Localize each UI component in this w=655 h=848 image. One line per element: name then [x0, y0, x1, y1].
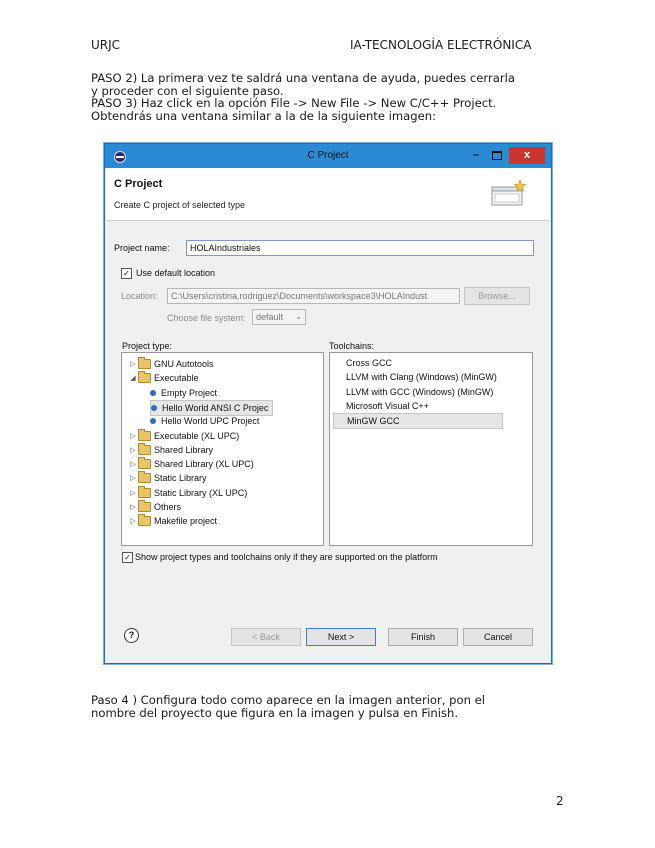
outro-paragraph [91, 694, 565, 719]
project-type-label-text: Hello World ANSI C Projec [162, 402, 269, 413]
file-system-value: default [256, 312, 284, 322]
toolchain-label-text: MinGW GCC [347, 416, 400, 427]
folder-icon [138, 359, 151, 369]
collapsed-arrow-icon[interactable]: ▷ [130, 361, 136, 368]
project-type-label-text: Executable [154, 373, 199, 384]
location-input[interactable]: C:\Users\cristina.rodriguez\Documents\workspace3\HOLAIndust [167, 288, 460, 304]
collapsed-arrow-icon[interactable]: ▷ [130, 504, 136, 511]
browse-button[interactable]: Browse... [464, 287, 530, 305]
minimize-button[interactable]: – [472, 149, 480, 161]
project-type-label-text: Hello World UPC Project [161, 416, 260, 427]
project-type-label: Project type: [122, 341, 173, 351]
file-system-select[interactable] [252, 309, 306, 325]
window-title: C Project [307, 150, 349, 161]
show-supported-label: Show project types and toolchains only if they are supported on the platform [135, 552, 438, 562]
finish-button[interactable]: Finish [388, 628, 458, 646]
folder-icon [138, 431, 151, 441]
project-type-item[interactable] [150, 414, 259, 428]
collapsed-arrow-icon[interactable]: ▷ [130, 446, 136, 454]
folder-icon [138, 473, 151, 483]
project-type-label-text: Shared Library [154, 444, 214, 455]
page-number: 2 [556, 794, 564, 808]
project-name-label: Project name: [114, 243, 170, 253]
project-type-item[interactable] [128, 443, 213, 457]
wizard-banner [106, 168, 550, 221]
maximize-button[interactable] [488, 147, 506, 164]
project-type-label-text: GNU Autotools [154, 359, 214, 369]
project-type-item[interactable] [128, 471, 207, 485]
toolchains-list[interactable] [329, 352, 533, 546]
folder-icon [138, 459, 151, 469]
toolchains-label: Toolchains: [329, 341, 375, 351]
collapsed-arrow-icon[interactable]: ▷ [130, 489, 136, 497]
project-type-label-text: Empty Project [161, 387, 218, 398]
toolchain-label-text: LLVM with GCC (Windows) (MinGW) [346, 386, 494, 397]
outro-line-1: Paso 4 ) Configura todo como aparece en la imagen anterior, pon el [91, 693, 486, 707]
banner-subtitle: Create C project of selected type [114, 200, 246, 210]
use-default-location-checkbox[interactable]: ✓ [121, 268, 132, 279]
toolchain-item[interactable] [346, 399, 429, 413]
back-button[interactable]: < Back [231, 628, 301, 646]
help-icon[interactable]: ? [124, 628, 139, 643]
chevron-down-icon: ⌄ [295, 312, 302, 321]
project-type-item[interactable] [128, 500, 181, 514]
collapsed-arrow-icon[interactable]: ▷ [130, 432, 136, 440]
intro-line-1: PASO 2) La primera vez te saldrá una ventana de ayuda, puedes cerrarla [91, 71, 515, 85]
intro-line-4: Obtendrás una ventana similar a la de la siguiente imagen: [91, 108, 437, 123]
project-type-label-text: Shared Library (XL UPC) [154, 459, 254, 470]
folder-icon [138, 516, 151, 526]
new-project-wizard-icon [490, 178, 528, 208]
title-bar[interactable] [105, 144, 551, 168]
toolchain-item[interactable] [333, 413, 503, 429]
header-left: URJC [91, 38, 121, 52]
project-type-label-text: Makefile project [154, 516, 218, 527]
cancel-button[interactable]: Cancel [463, 628, 533, 646]
intro-paragraph [91, 72, 565, 122]
toolchain-item[interactable] [346, 356, 392, 370]
toolchain-label-text: Microsoft Visual C++ [346, 400, 429, 411]
project-type-item[interactable] [128, 514, 217, 528]
project-type-label-text: Static Library (XL UPC) [154, 487, 248, 498]
show-supported-checkbox[interactable]: ✓ [122, 552, 133, 563]
use-default-location-label: Use default location [136, 268, 216, 278]
folder-icon [138, 488, 151, 498]
project-type-label-text: Others [154, 502, 182, 512]
expanded-arrow-icon[interactable]: ◢ [130, 375, 136, 383]
c-project-dialog [104, 143, 552, 664]
collapsed-arrow-icon[interactable]: ▷ [130, 518, 136, 526]
close-button[interactable]: x [509, 147, 545, 164]
collapsed-arrow-icon[interactable]: ▷ [130, 461, 136, 469]
project-type-item[interactable] [128, 371, 199, 385]
project-type-label-text: Executable (XL UPC) [154, 430, 240, 441]
toolchain-item[interactable] [346, 370, 497, 384]
project-type-tree[interactable] [121, 352, 324, 546]
location-label: Location: [121, 291, 158, 301]
folder-icon [138, 373, 151, 383]
project-template-icon [150, 418, 156, 424]
project-type-item[interactable] [128, 357, 214, 371]
intro-line-2: y proceder con el siguiente paso. [91, 83, 284, 98]
toolchain-item[interactable] [346, 385, 493, 399]
project-type-label-text: Static Library [154, 473, 207, 484]
intro-line-3: PASO 3) Haz click en la opción File -> New File -> New C/C++ Project. [91, 96, 497, 110]
project-template-icon [150, 390, 156, 396]
folder-icon [138, 502, 151, 512]
collapsed-arrow-icon[interactable]: ▷ [130, 475, 136, 483]
project-type-item[interactable] [128, 486, 247, 500]
project-type-item[interactable] [150, 386, 217, 400]
folder-icon [138, 445, 151, 455]
project-template-icon [151, 405, 157, 411]
project-type-item[interactable] [128, 429, 239, 443]
next-button[interactable]: Next > [306, 628, 376, 646]
toolchain-label-text: LLVM with Clang (Windows) (MinGW) [346, 372, 497, 383]
header-right: IA-TECNOLOGÍA ELECTRÓNICA [350, 38, 532, 52]
toolchain-label-text: Cross GCC [346, 358, 393, 368]
outro-line-2: nombre del proyecto que figura en la imagen y pulsa en Finish. [91, 705, 459, 720]
banner-title: C Project [114, 178, 163, 190]
file-system-label: Choose file system: [167, 313, 246, 323]
project-type-item[interactable] [128, 457, 254, 471]
project-name-input[interactable]: HOLAIndustriales [186, 240, 534, 256]
